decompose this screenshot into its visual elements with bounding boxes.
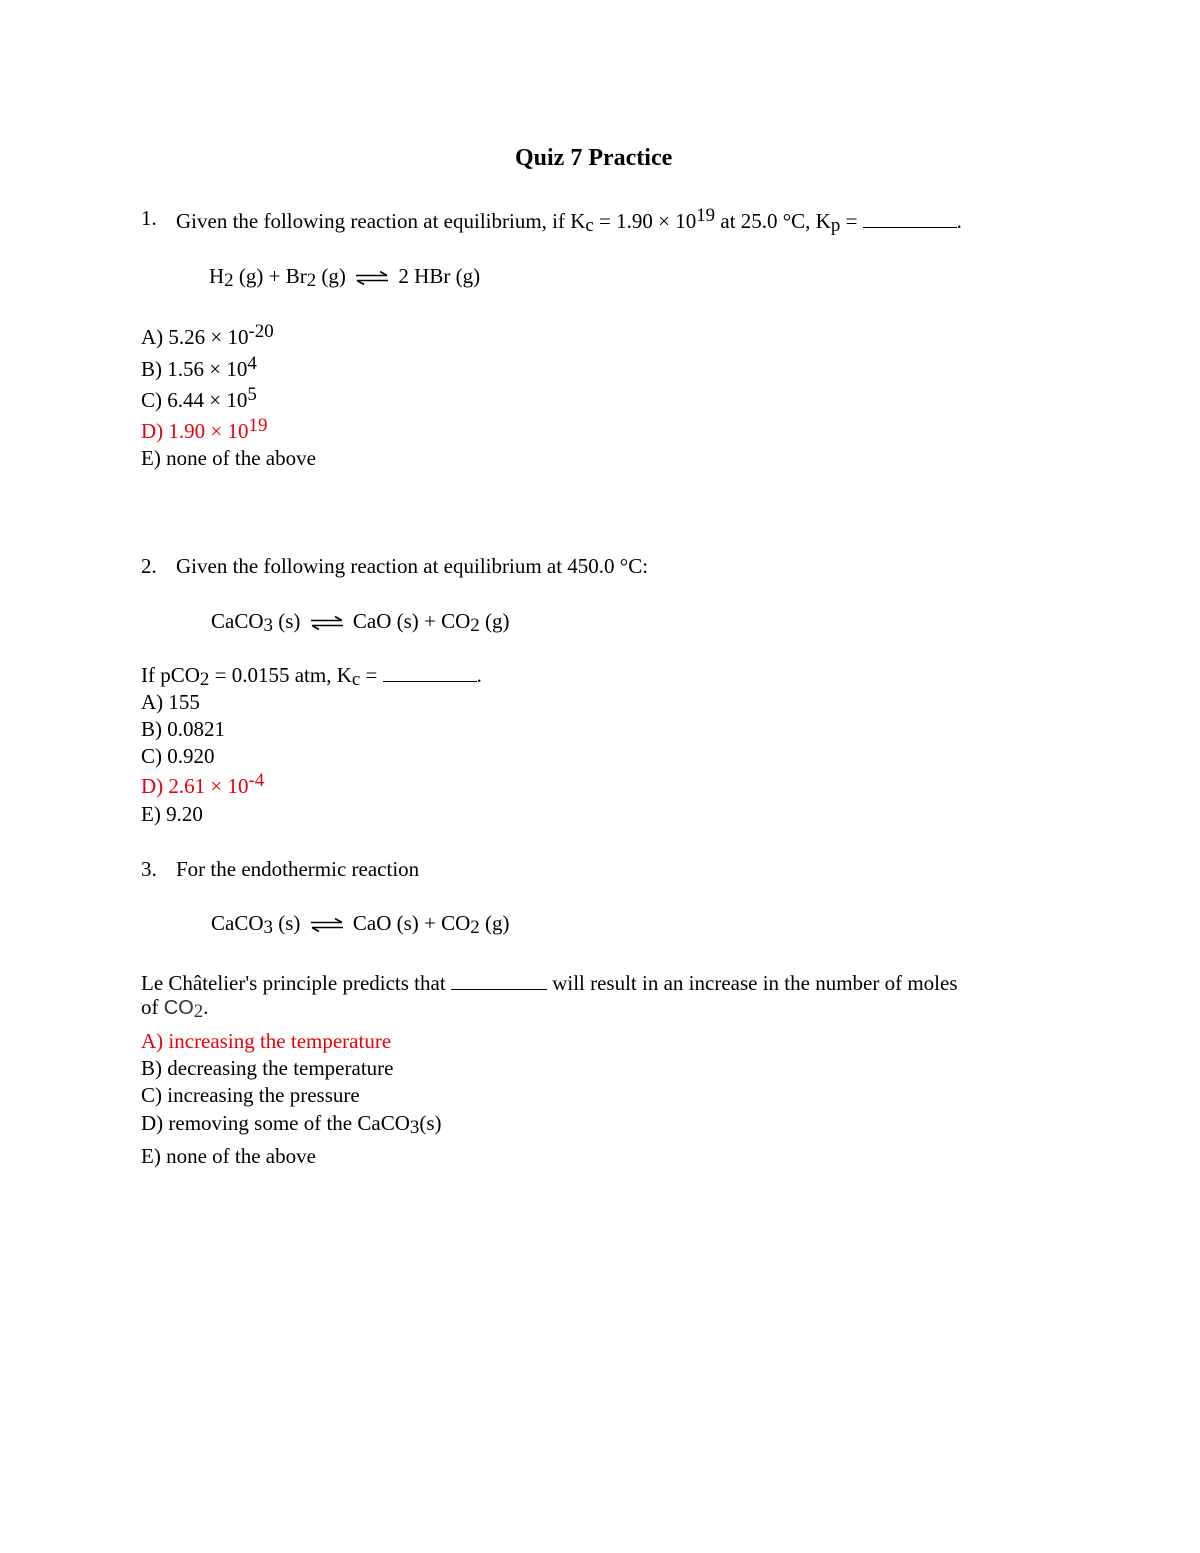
equilibrium-arrow-icon <box>355 271 389 285</box>
question-3-option-d[interactable]: D) removing some of the CaCO3(s) <box>141 1111 442 1139</box>
question-3-option-a-correct[interactable]: A) increasing the temperature <box>141 1029 392 1053</box>
question-1-option-d-correct[interactable]: D) 1.90 × 1019 <box>141 415 268 443</box>
page-title: Quiz 7 Practice <box>515 145 673 171</box>
question-2-stem: Given the following reaction at equilibrium at 450.0 °C: <box>176 554 649 578</box>
question-1-option-a[interactable]: A) 5.26 × 10-20 <box>141 321 274 349</box>
question-2-option-c[interactable]: C) 0.920 <box>141 744 215 768</box>
question-2-option-d-correct[interactable]: D) 2.61 × 10-4 <box>141 770 265 798</box>
question-1-number: 1. <box>141 206 157 230</box>
question-2-option-a[interactable]: A) 155 <box>141 690 200 714</box>
question-3-option-b[interactable]: B) decreasing the temperature <box>141 1056 394 1080</box>
question-2-option-b[interactable]: B) 0.0821 <box>141 717 225 741</box>
question-3-principle-line-1: Le Châtelier's principle predicts that will result in an increase in the number of moles <box>141 970 958 995</box>
question-3-reaction: CaCO3 (s) CaO (s) + CO2 (g) <box>211 911 510 939</box>
question-3-principle-line-2: of CO2. <box>141 995 209 1023</box>
equilibrium-arrow-icon <box>310 616 344 630</box>
question-1-option-b[interactable]: B) 1.56 × 104 <box>141 353 257 381</box>
question-3-number: 3. <box>141 857 157 881</box>
answer-blank <box>383 662 477 682</box>
question-3-option-e[interactable]: E) none of the above <box>141 1144 316 1168</box>
question-1-option-c[interactable]: C) 6.44 × 105 <box>141 384 257 412</box>
question-1-stem: Given the following reaction at equilibrium, if Kc = 1.90 × 1019 at 25.0 °C, Kp = . <box>176 205 962 237</box>
answer-blank <box>863 208 957 228</box>
question-1-option-e[interactable]: E) none of the above <box>141 446 316 470</box>
question-3-option-c[interactable]: C) increasing the pressure <box>141 1083 360 1107</box>
question-2-number: 2. <box>141 554 157 578</box>
equilibrium-arrow-icon <box>310 918 344 932</box>
question-3-stem: For the endothermic reaction <box>176 857 420 881</box>
question-2-condition: If pCO2 = 0.0155 atm, Kc = . <box>141 662 482 691</box>
question-2-option-e[interactable]: E) 9.20 <box>141 802 203 826</box>
answer-blank <box>451 970 547 990</box>
question-2-reaction: CaCO3 (s) CaO (s) + CO2 (g) <box>211 609 510 637</box>
question-1-reaction: H2 (g) + Br2 (g) 2 HBr (g) <box>209 264 481 292</box>
